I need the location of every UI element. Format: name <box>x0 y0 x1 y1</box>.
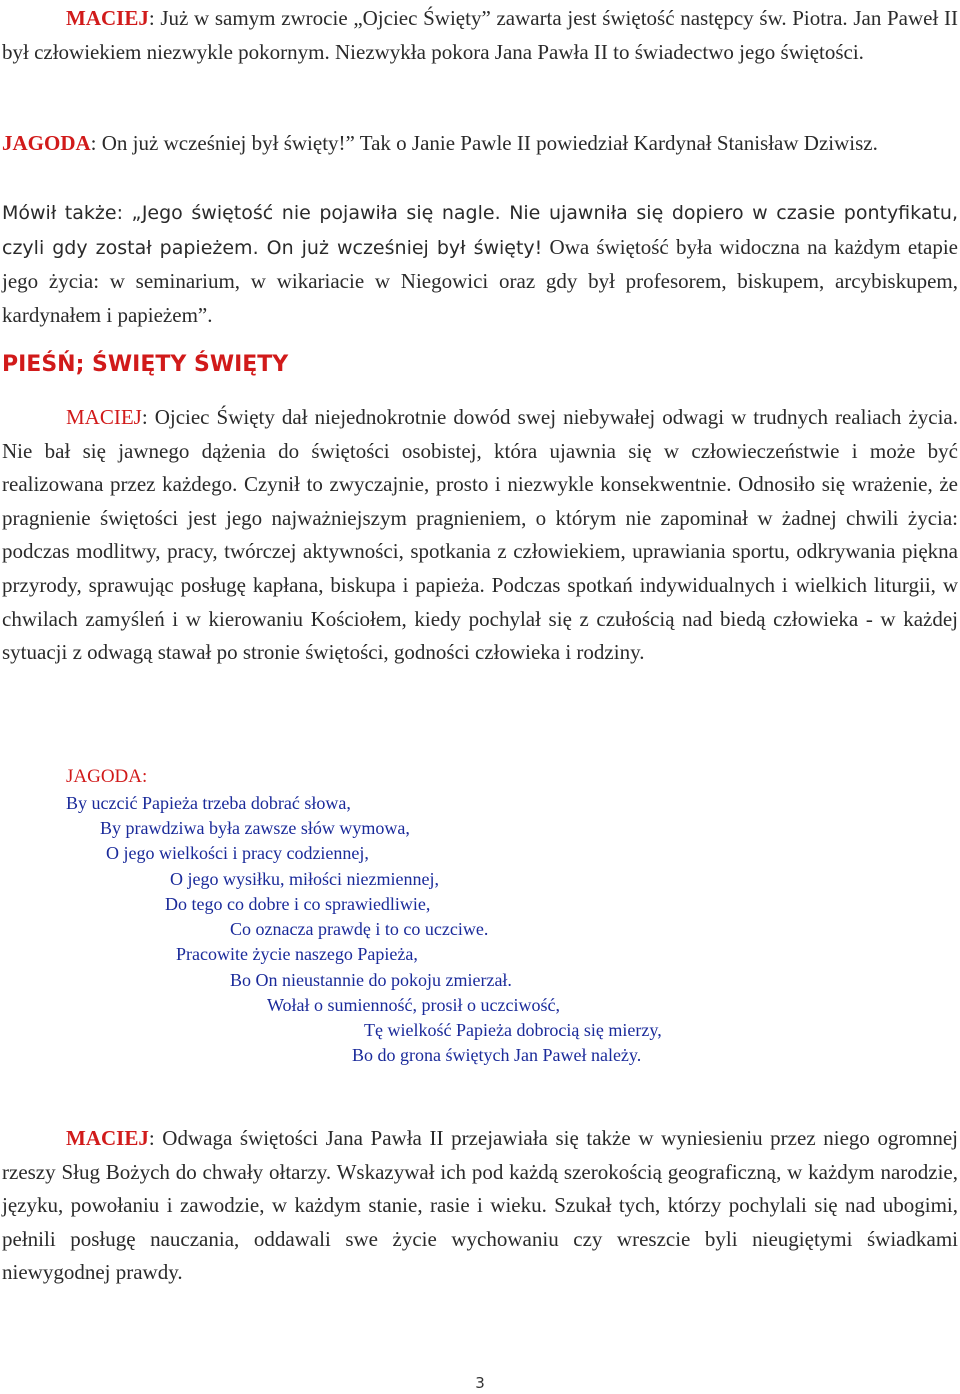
speaker-label: JAGODA <box>2 131 91 155</box>
poem-line: Tę wielkość Papieża dobrocią się mierzy, <box>364 1020 662 1040</box>
poem-line: Wołał o sumienność, prosił o uczciwość, <box>267 995 560 1015</box>
paragraph-text: : On już wcześniej był święty!” Tak o Janie Pawle II powiedział Kardynał Stanisław Dziwisz. <box>90 131 878 155</box>
quote-text: Mówił także: „Jego świętość nie pojawiła się nagle. Nie ujawniła się dopiero w czasie pontyfikatu, czyli gdy został papieżem. On już wcześniej był święty! <box>2 202 958 259</box>
poem-line: Bo do grona świętych Jan Paweł należy. <box>352 1045 642 1065</box>
poem-line: Do tego co dobre i co sprawiedliwie, <box>165 894 431 914</box>
paragraph-text: : Odwaga świętości Jana Pawła II przejawiała się także w wyniesieniu przez niego ogromnej rzeszy Sług Bożych do chwały ołtarzy. Wskazywał ich pod każdą szerokością geograficzną, w każdym narodzie, języku, powołaniu i zawodzie, w każdym stanie, rasie i wieku. Szukał tych, którzy pochylali się nad ubogimi, pełnili posługę nauczania, oddawali swe życie wychowaniu czy wreszcie byli nieugiętymi świadkami niewygodnej prawdy. <box>2 1126 958 1285</box>
song-heading: PIEŚŃ; ŚWIĘTY ŚWIĘTY <box>2 352 289 377</box>
poem-speaker-label: JAGODA: <box>66 766 148 787</box>
paragraph-text: : Ojciec Święty dał niejednokrotnie dowód swej niebywałej odwagi w trudnych realiach życia. Nie bał się jawnego dążenia do świętości osobistej, która ujawnia się w człowieczeństwie i może być realizowana przez każdego. Czynił to zwyczajnie, prosto i niezwykle konsekwentnie. Odnosiło się wrażenie, że pragnienie świętości jest jego najważniejszym pragnieniem, o którym nie zapominał w żadnej chwili życia: podczas modlitwy, pracy, twórczej aktywności, spotkania z człowiekiem, uprawiania sportu, odkrywania piękna przyrody, sprawując posługę kapłana, biskupa i papieża. Podczas spotkań indywidualnych i wielkich liturgii, w chwilach zamyśleń i w kierowaniu Kościołem, kiedy pochylał się z czułością nad biedą człowieka - w każdej sytuacji z odwagą stawał po stronie świętości, godności człowieka i rodziny. <box>2 405 958 665</box>
poem-line: Pracowite życie naszego Papieża, <box>176 944 418 964</box>
speaker-label: MACIEJ <box>66 1126 149 1150</box>
speaker-label: MACIEJ <box>66 6 149 30</box>
speaker-label: MACIEJ <box>66 405 142 429</box>
poem-line: Co oznacza prawdę i to co uczciwe. <box>230 919 489 939</box>
paragraph-text: : Już w samym zwrocie „Ojciec Święty” zawarta jest świętość następcy św. Piotra. Jan Paweł II był człowiekiem niezwykle pokornym. Niezwykła pokora Jana Pawła II to świadectwo jego świętości. <box>2 6 958 64</box>
poem-line: Bo On nieustannie do pokoju zmierzał. <box>230 970 512 990</box>
paragraph-text: Owa świętość była widoczna na każdym etapie jego życia: w seminarium, w wikariacie w Niegowici oraz gdy był profesorem, biskupem, arcybiskupem, kardynałem i papieżem”. <box>2 234 958 327</box>
paragraph-maciej-1 <box>2 2 958 69</box>
poem-line: By uczcić Papieża trzeba dobrać słowa, <box>66 793 351 813</box>
paragraph-jagoda-1 <box>2 127 958 161</box>
paragraph-quote <box>2 196 958 332</box>
paragraph-maciej-3 <box>2 1122 958 1290</box>
poem-line: O jego wysiłku, miłości niezmiennej, <box>170 869 439 889</box>
poem-line: O jego wielkości i pracy codziennej, <box>106 843 369 863</box>
poem-line: By prawdziwa była zawsze słów wymowa, <box>100 818 410 838</box>
page-number: 3 <box>475 1374 485 1392</box>
paragraph-maciej-2 <box>2 401 958 670</box>
